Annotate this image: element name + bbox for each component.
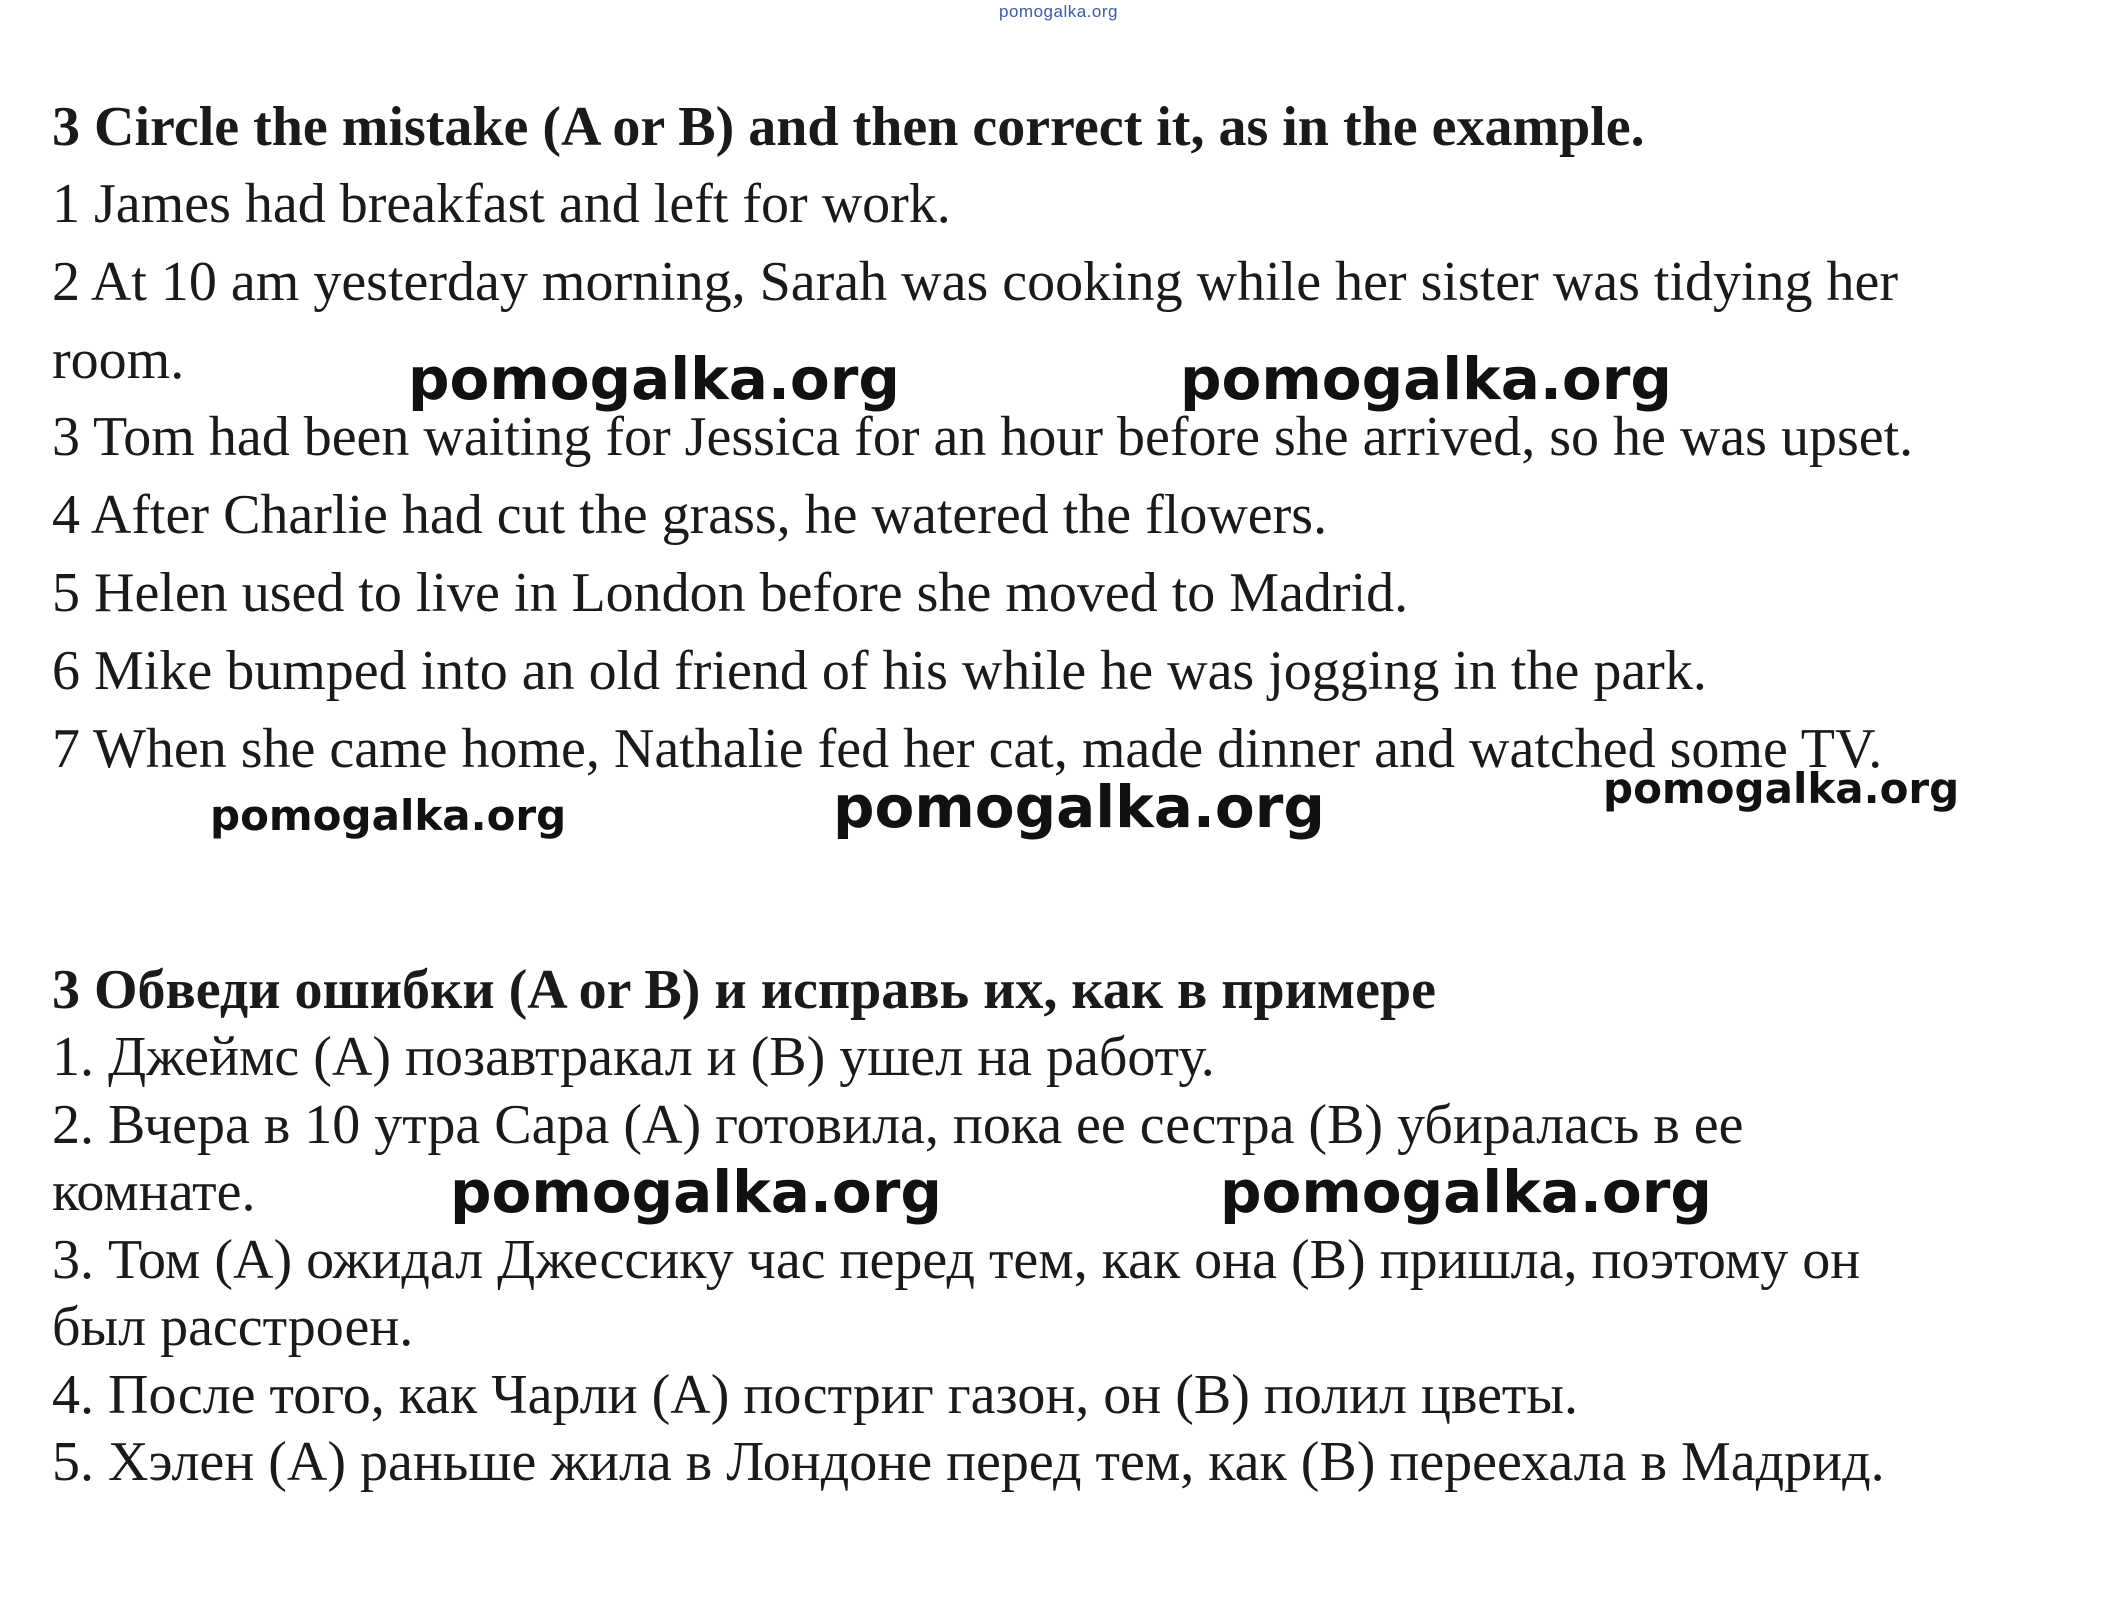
russian-line-5: 5. Хэлен (A) раньше жила в Лондоне перед тем, как (B) переехала в Мадрид.: [52, 1431, 1885, 1493]
english-heading: 3 Circle the mistake (A or B) and then correct it, as in the example.: [52, 96, 1645, 158]
english-line-5: 5 Helen used to live in London before she moved to Madrid.: [52, 562, 1409, 624]
english-line-1: 1 James had breakfast and left for work.: [52, 173, 951, 235]
russian-line-3-cont: был расстроен.: [52, 1296, 414, 1358]
english-line-4: 4 After Charlie had cut the grass, he watered the flowers.: [52, 484, 1328, 546]
watermark: pomogalka.org: [1180, 345, 1672, 413]
watermark: pomogalka.org: [408, 345, 900, 413]
english-line-2-cont: room.: [52, 329, 185, 391]
watermark: pomogalka.org: [450, 1158, 942, 1226]
russian-line-4: 4. После того, как Чарли (A) постриг газон, он (B) полил цветы.: [52, 1364, 1579, 1426]
english-line-7: 7 When she came home, Nathalie fed her cat, made dinner and watched some TV.: [52, 718, 1883, 780]
russian-line-2: 2. Вчера в 10 утра Сара (A) готовила, пока ее сестра (B) убиралась в ее: [52, 1094, 1744, 1156]
english-line-3: 3 Tom had been waiting for Jessica for an hour before she arrived, so he was upset.: [52, 406, 1914, 468]
watermark: pomogalka.org: [833, 773, 1325, 841]
russian-heading: 3 Обведи ошибки (A or B) и исправь их, как в примере: [52, 959, 1436, 1021]
watermark: pomogalka.org: [1603, 764, 1960, 813]
watermark: pomogalka.org: [210, 791, 567, 840]
russian-line-1: 1. Джеймс (A) позавтракал и (B) ушел на работу.: [52, 1026, 1215, 1088]
english-line-6: 6 Mike bumped into an old friend of his while he was jogging in the park.: [52, 640, 1707, 702]
russian-line-2-cont: комнате.: [52, 1161, 256, 1223]
russian-line-3: 3. Том (A) ожидал Джессику час перед тем, как она (B) пришла, поэтому он: [52, 1229, 1861, 1291]
english-line-2: 2 At 10 am yesterday morning, Sarah was cooking while her sister was tidying her: [52, 251, 1899, 313]
watermark: pomogalka.org: [1220, 1158, 1712, 1226]
site-mark: pomogalka.org: [999, 2, 1118, 21]
